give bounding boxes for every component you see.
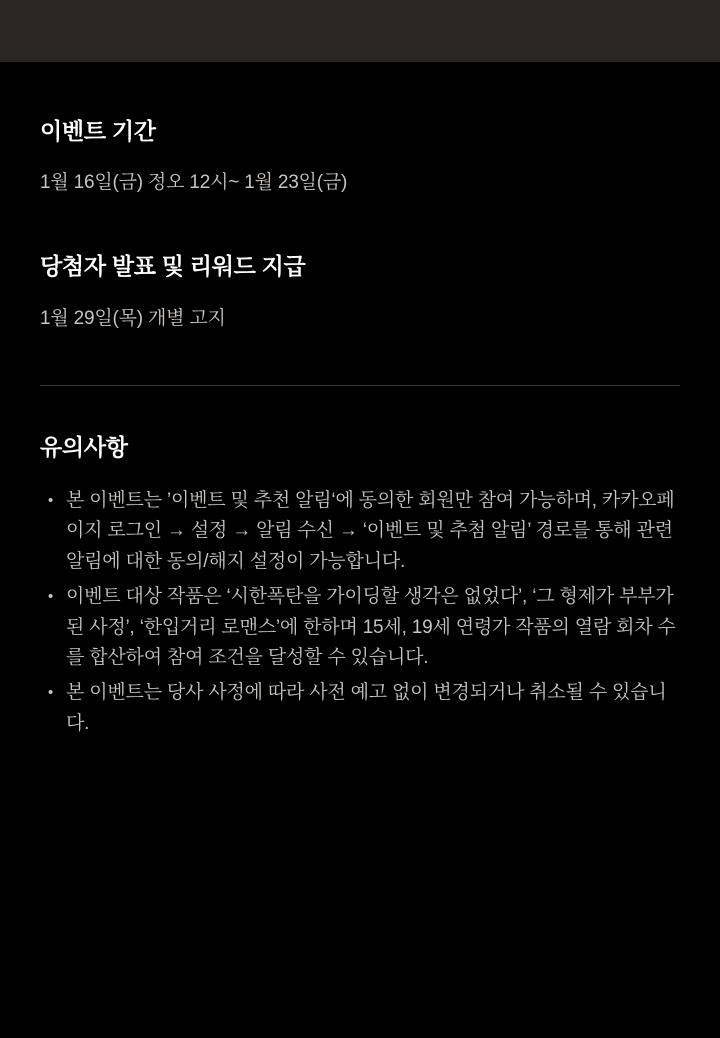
- bullet-icon: •: [48, 491, 54, 509]
- notice-item-text: 본 이벤트는 당사 사정에 따라 사전 예고 없이 변경되거나 취소될 수 있습니다.: [66, 682, 667, 734]
- notice-item-text: 이벤트 대상 작품은 ‘시한폭탄을 가이딩할 생각은 없었다’, ‘그 형제가 부부가 된 사정’, ‘한입거리 로맨스’에 한하며 15세, 19세 연령가 작품의 열람 회차 수를 합산하여 참여 조건을 달성할 수 있습니다.: [66, 585, 676, 669]
- notice-section: [40, 431, 680, 739]
- event-period-section: [40, 62, 680, 198]
- list-item: [40, 486, 680, 578]
- content-area: [0, 62, 720, 740]
- winner-announcement-value: 1월 29일(목) 개별 고지: [40, 307, 226, 329]
- bullet-icon: •: [48, 587, 54, 605]
- event-period-value: 1월 16일(금) 정오 12시~ 1월 23일(금): [40, 172, 348, 194]
- event-period-heading: 이벤트 기간: [40, 118, 156, 144]
- winner-announcement-heading: 당첨자 발표 및 리워드 지급: [40, 252, 306, 279]
- section-divider: [40, 385, 680, 386]
- notice-heading: 유의사항: [40, 434, 128, 461]
- notice-item-text: 본 이벤트는 ’이벤트 및 추천 알림‘에 동의한 회원만 참여 가능하며, 카카오페이지 로그인 → 설정 → 알림 수신 → ‘이벤트 및 추첨 알림’ 경로를 통해 관련 알림에 대한 동의/해지 설정이 가능합니다.: [66, 489, 675, 573]
- winner-announcement-section: [40, 250, 680, 334]
- top-band: [0, 0, 720, 62]
- list-item: [40, 582, 680, 674]
- notice-list: [40, 486, 680, 740]
- bullet-icon: •: [48, 684, 54, 702]
- list-item: [40, 678, 680, 740]
